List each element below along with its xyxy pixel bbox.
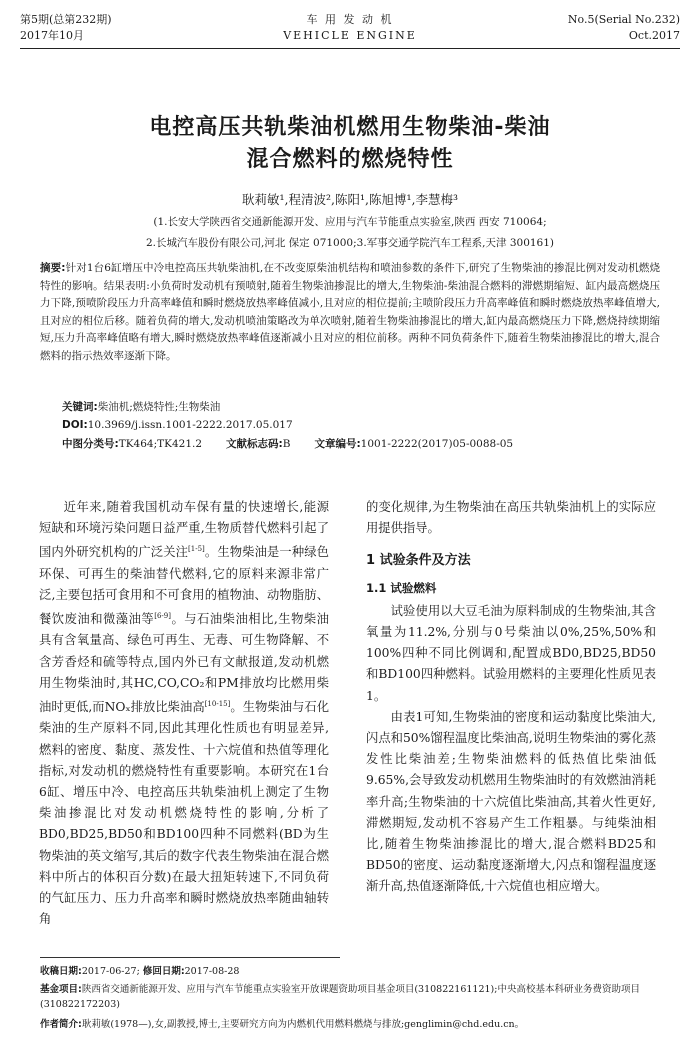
footnote-rule	[40, 957, 340, 958]
fund-label: 基金项目:	[40, 984, 82, 995]
citation-3: [10-15]	[204, 700, 231, 709]
intro-text-d: 。生物柴油与石化柴油的生产原料不同,因此其理化性质也有明显差异,燃料的密度、黏度、蒸发性、十六烷值和热值等理化指标,对发动机的燃烧特性有重要影响。本研究在1台6缸、增压中冷、电控高压共轨柴油机上测定了生物柴油掺混比对发动机燃烧特性的影响,分析了BD0,BD25,BD50和BD100四种不同燃料(BD为生物柴油的英文缩写,其后的数字代表生物柴油在混合燃料中所占的体积百分数)在最大扭矩转速下,不同负荷的气缸压力、压力升高率和瞬时燃烧放热率随曲轴转角	[39, 700, 329, 927]
author-bio-text: 耿莉敏(1978—),女,副教授,博士,主要研究方向为内燃机代用燃料燃烧与排放;genglimin@chd.edu.cn。	[81, 1019, 525, 1030]
title-line-2: 混合燃料的燃烧特性	[246, 147, 454, 172]
received-label: 收稿日期:	[40, 966, 82, 977]
fuel-paragraph: 试验使用以大豆毛油为原料制成的生物柴油,其含氧量为11.2%,分别与0号柴油以0%,25%,50%和100%四种不同比例调和,配置成BD0,BD25,BD50和BD100四种燃料。试验用燃料的主要理化性质见表1。	[366, 603, 656, 703]
revised-label: 修回日期:	[142, 966, 185, 977]
clc-value: TK464;TK421.2	[118, 438, 203, 450]
title-line-1: 电控高压共轨柴油机燃用生物柴油-柴油	[149, 115, 551, 140]
body-column-left	[39, 497, 329, 930]
abstract	[40, 260, 660, 365]
intro-continued: 的变化规律,为生物柴油在高压共轨柴油机上的实际应用提供指导。	[366, 500, 656, 536]
author-list: 耿莉敏¹,程清波²,陈阳¹,陈旭博¹,李慧梅³	[242, 192, 458, 207]
journal-name-cn: 车 用 发 动 机	[306, 13, 394, 26]
issue-en: No.5(Serial No.232)	[567, 13, 680, 26]
intro-paragraph	[39, 497, 329, 930]
keywords	[62, 399, 220, 416]
affiliation-line-1: (1.长安大学陕西省交通新能源开发、应用与汽车节能重点实验室,陕西 西安 710064;	[153, 216, 547, 228]
received-date: 2017-06-27;	[81, 966, 140, 977]
abstract-label: 摘要:	[40, 262, 66, 274]
date-cn: 2017年10月	[20, 29, 84, 42]
keywords-text: 柴油机;燃烧特性;生物柴油	[97, 401, 221, 413]
doi	[62, 417, 293, 434]
classification	[62, 436, 622, 453]
fund-text: 陕西省交通新能源开发、应用与汽车节能重点实验室开放课题资助项目基金项目(310822161121);中央高校基本科研业务费资助项目(310822172203)	[40, 984, 640, 1010]
citation-1: [1-5]	[188, 545, 205, 554]
affiliations	[60, 212, 640, 254]
intro-text-c: 。与石油柴油相比,生物柴油具有含氧量高、绿色可再生、无毒、可生物降解、不含芳香烃和硫等特点,国内外已有文献报道,发动机燃用生物柴油时,其HC,CO,CO₂和PM排放均比燃用柴油时更低,而NOₓ排放比柴油高	[39, 612, 329, 715]
article-number-label: 文章编号:	[314, 438, 361, 450]
footnote-author	[40, 1017, 660, 1032]
author-bio-label: 作者简介:	[40, 1019, 82, 1030]
header-rule	[20, 48, 680, 49]
running-header	[20, 12, 680, 46]
abstract-text: 针对1台6缸增压中冷电控高压共轨柴油机,在不改变原柴油机结构和喷油参数的条件下,研究了生物柴油的掺混比例对发动机燃烧特性的影响。结果表明:小负荷时发动机有预喷射,随着生物柴油掺混比的增大,生物柴油-柴油混合燃料的滞燃期缩短、缸内最高燃烧压力下降,预喷阶段压力升高率峰值和瞬时燃烧放热率峰值减小,且对应的相位提前;主喷阶段压力升高率峰值和瞬时燃烧放热率峰值增大,且对应的相位后移。随着负荷的增大,发动机喷油策略改为单次喷射,随着生物柴油掺混比的增大,缸内最高燃烧压力下降,燃烧持续期缩短,压力升高率峰值略有增大,瞬时燃烧放热率峰值逐渐减小且对应的相位前移。两种不同负荷条件下,随着生物柴油掺混比的增大,混合燃料的指示热效率逐渐下降。	[40, 262, 660, 362]
footnote-fund	[40, 982, 660, 1012]
doc-code-value: B	[282, 438, 291, 450]
clc-label: 中图分类号:	[62, 438, 119, 450]
date-en: Oct.2017	[628, 29, 680, 42]
doi-link[interactable]: 10.3969/j.issn.1001-2222.2017.05.017	[87, 419, 293, 431]
issue-cn: 第5期(总第232期)	[20, 13, 112, 26]
intro-text-b: 。生物柴油是一种绿色环保、可再生的柴油替代燃料,它的原料来源非常广泛,主要包括可食用和不可食用的植物油、动物脂肪、餐饮废油和微藻油等	[39, 545, 329, 627]
doi-label: DOI:	[62, 419, 88, 431]
revised-date: 2017-08-28	[184, 966, 240, 977]
subsection-heading-1-1: 1.1 试验燃料	[366, 580, 437, 595]
header-right	[568, 12, 680, 44]
body-column-right	[366, 497, 656, 898]
paper-title	[40, 112, 660, 176]
citation-2: [6-9]	[154, 612, 171, 621]
article-number-value: 1001-2222(2017)05-0088-05	[360, 438, 514, 450]
property-paragraph: 由表1可知,生物柴油的密度和运动黏度比柴油大,闪点和50%馏程温度比柴油高,说明生物柴油的雾化蒸发性比柴油差;生物柴油燃料的低热值比柴油低9.65%,会导致发动机燃用生物柴油时的有效燃油消耗率升高;生物柴油的十六烷值比柴油高,其着火性更好,滞燃期短,发动机不容易产生工作粗暴。与纯柴油相比,随着生物柴油掺混比的增大,混合燃料BD25和BD50的密度、运动黏度逐渐增大,闪点和馏程温度逐渐升高,热值逐渐降低,十六烷值也相应增大。	[366, 709, 656, 894]
journal-name-en: VEHICLE ENGINE	[283, 29, 417, 42]
doc-code-label: 文献标志码:	[226, 438, 283, 450]
section-heading-1: 1 试验条件及方法	[366, 553, 471, 569]
intro-text-a: 近年来,随着我国机动车保有量的快速增长,能源短缺和环境污染问题日益严重,生物质替代燃料引起了国内外研究机构的广泛关注	[39, 500, 329, 560]
affiliation-line-2: 2.长城汽车股份有限公司,河北 保定 071000;3.军事交通学院汽车工程系,天津 300161)	[145, 237, 555, 249]
footnote-dates	[40, 964, 660, 979]
keywords-label: 关键词:	[62, 401, 98, 413]
